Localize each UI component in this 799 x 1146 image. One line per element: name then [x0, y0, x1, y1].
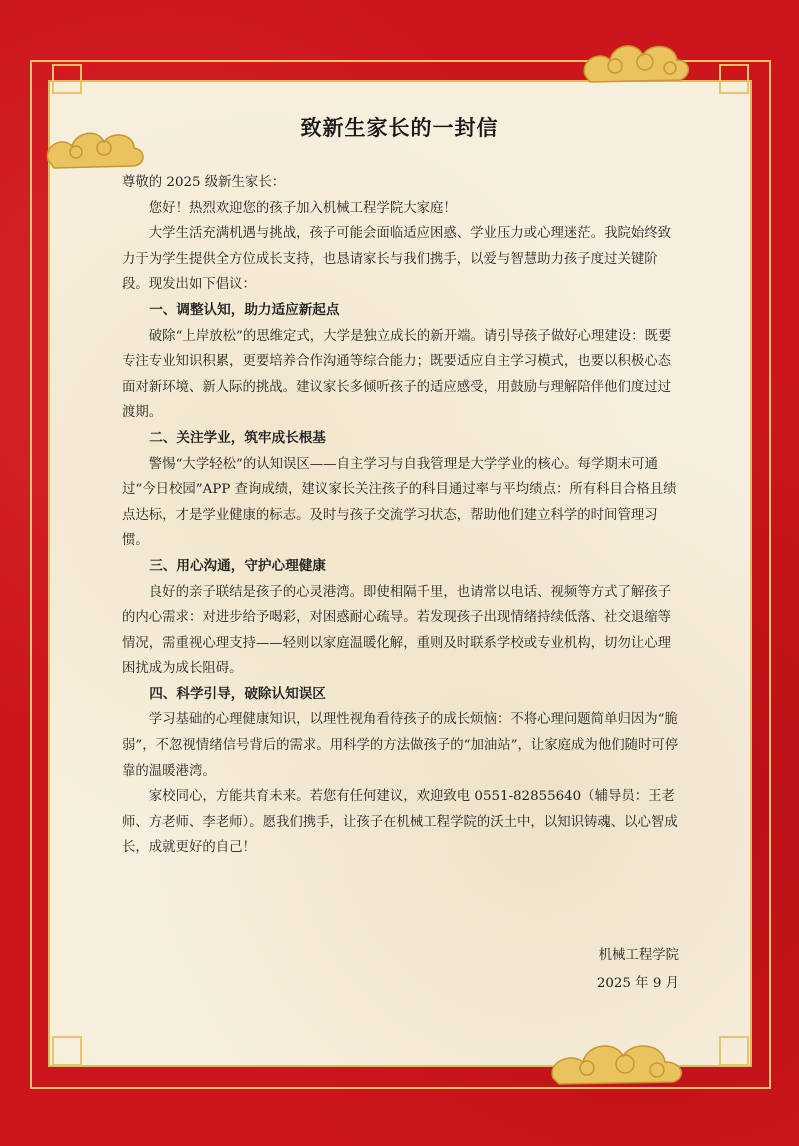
section-body-1: 破除“上岸放松”的思维定式，大学是独立成长的新开端。请引导孩子做好心理建设：既要专注专业知识积累，更要培养合作沟通等综合能力；既要适应自主学习模式，也要以积极心态面对新环境、新人际的挑战。建议家长多倾听孩子的适应感受，用鼓励与理解陪伴他们度过过渡期。 — [122, 328, 672, 421]
signature-name: 机械工程学院 — [598, 948, 679, 963]
cloud-ornament-bottom-right-icon — [545, 1030, 695, 1090]
corner-ornament-top-left — [52, 64, 82, 94]
section-body-4: 学习基础的心理健康知识，以理性视角看待孩子的成长烦恼：不将心理问题简单归因为“脆弱”，不忽视情绪信号背后的需求。用科学的方法做孩子的“加油站”，让家庭成为他们随时可停靠的温暖港湾。 — [122, 712, 679, 779]
greeting: 您好！热烈欢迎您的孩子加入机械工程学院大家庭！ — [148, 200, 457, 216]
intro-paragraph: 大学生活充满机遇与挑战，孩子可能会面临适应困惑、学业压力或心理迷茫。我院始终致力于为学生提供全方位成长支持，也恳请家长与我们携手，以爱与智慧助力孩子度过关键阶段。现发出如下倡议： — [122, 226, 672, 293]
corner-ornament-bottom-left — [52, 1036, 82, 1066]
letter-title: 致新生家长的一封信 — [300, 115, 499, 140]
section-heading-2: 二、关注学业，筑牢成长根基 — [149, 429, 326, 446]
section-heading-3: 三、用心沟通，守护心理健康 — [149, 557, 326, 574]
closing-paragraph: 家校同心，方能共育未来。若您有任何建议，欢迎致电 0551-82855640（辅导员：王老师、方老师、李老师）。愿我们携手，让孩子在机械工程学院的沃土中，以知识铸魂、以心智成长，成就更好的自己！ — [122, 789, 678, 856]
cloud-ornament-top-right-icon — [575, 30, 695, 90]
section-body-3: 良好的亲子联结是孩子的心灵港湾。即使相隔千里，也请常以电话、视频等方式了解孩子的内心需求：对进步给予喝彩，对困惑耐心疏导。若发现孩子出现情绪持续低落、社交退缩等情况，需重视心理支持——轻则以家庭温暖化解，重则及时联系学校或专业机构，切勿让心理困扰成为成长阻碍。 — [122, 584, 672, 677]
signature-block — [597, 942, 679, 998]
signature-date: 2025 年 9 月 — [596, 976, 679, 991]
section-heading-1: 一、调整认知，助力适应新起点 — [149, 301, 340, 318]
corner-ornament-top-right — [719, 64, 749, 94]
letter-body — [122, 170, 680, 861]
section-heading-4: 四、科学引导，破除认知误区 — [149, 685, 326, 702]
section-body-2: 警惕“大学轻松”的认知误区——自主学习与自我管理是大学学业的核心。每学期末可通过“今日校园”APP 查询成绩，建议家长关注孩子的科目通过率与平均绩点：所有科目合格且绩点达标，才是学业健康的标志。及时与孩子交流学习状态，帮助他们建立科学的时间管理习惯。 — [122, 456, 677, 549]
salutation: 尊敬的 2025 级新生家长： — [122, 175, 286, 190]
corner-ornament-bottom-right — [719, 1036, 749, 1066]
